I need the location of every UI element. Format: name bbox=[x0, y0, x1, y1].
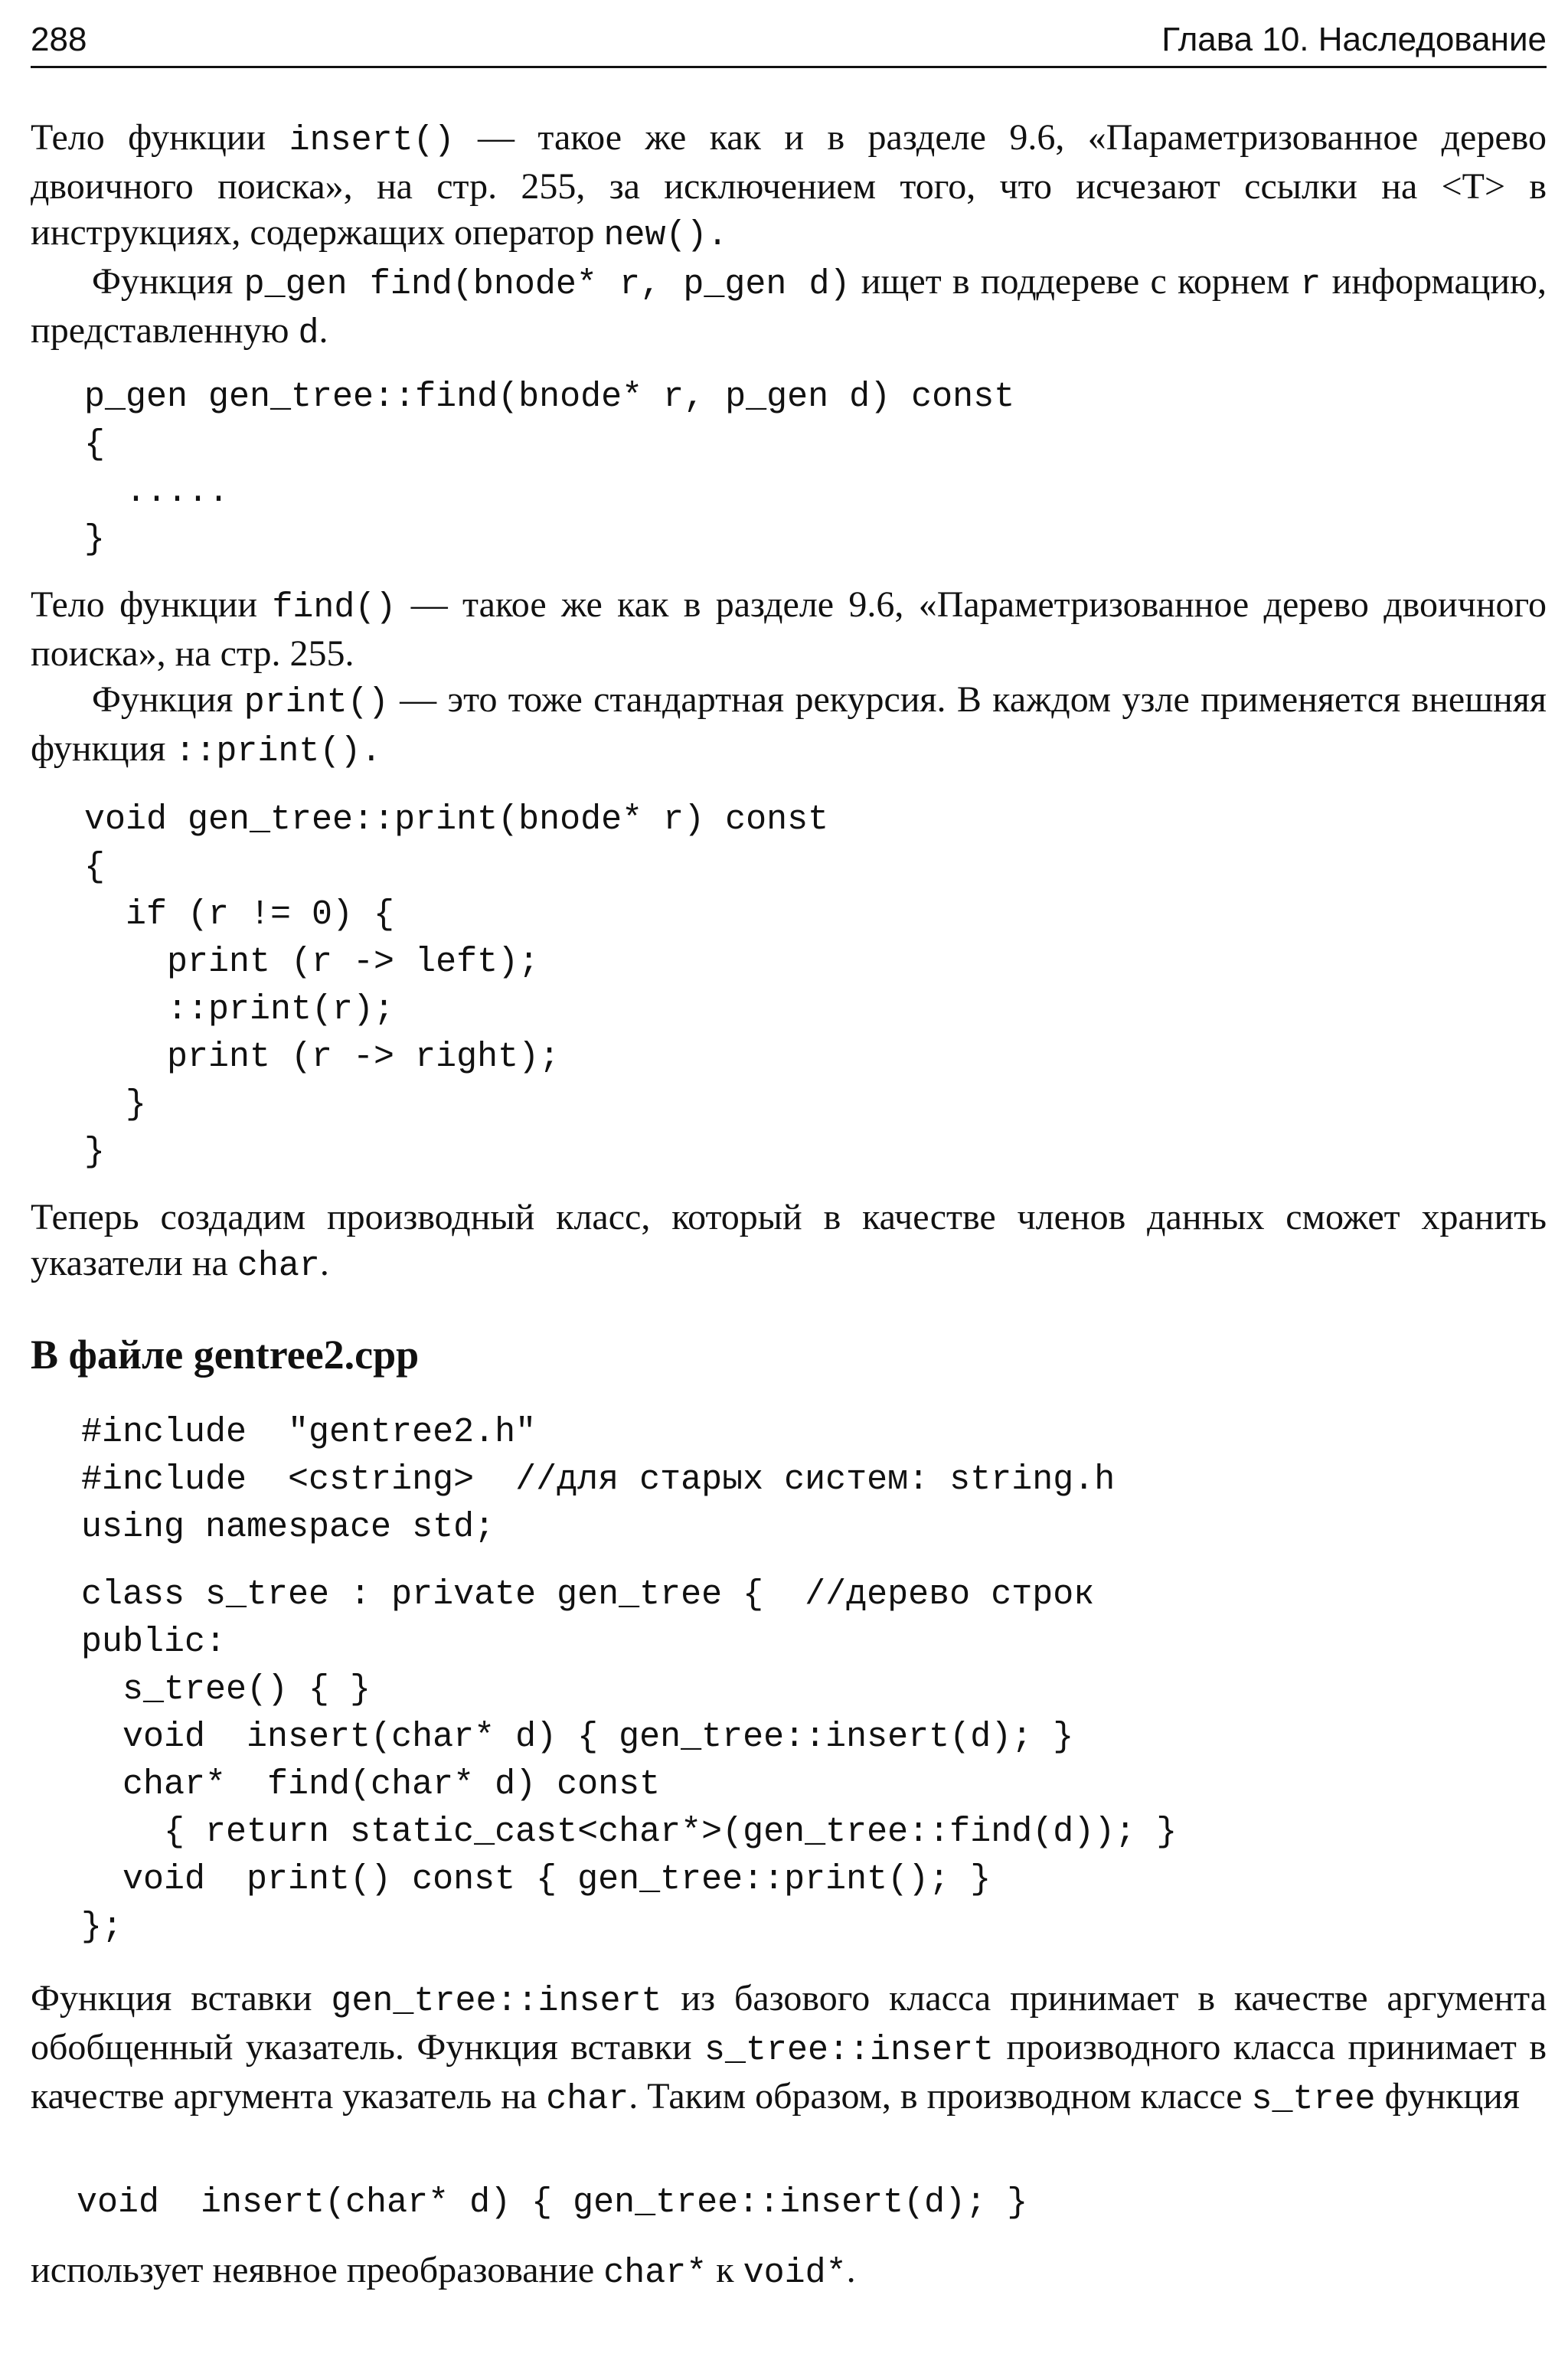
text: — это тоже стандартная рекурсия. В каждом узле применяется внешняя функция bbox=[31, 679, 1547, 769]
text: Функция вставки bbox=[31, 1978, 332, 2019]
code-inline: void* bbox=[743, 2254, 847, 2293]
paragraph-derived-class bbox=[31, 1195, 1547, 1290]
code-inline: print() bbox=[243, 683, 389, 722]
text: функция bbox=[1375, 2076, 1520, 2117]
paragraph-insert-body bbox=[31, 115, 1547, 357]
text: Функция bbox=[92, 679, 244, 720]
section-heading: В файле gentree2.cpp bbox=[31, 1332, 420, 1378]
code-inline: char bbox=[546, 2080, 629, 2119]
text: Тело функции bbox=[31, 117, 289, 158]
code-listing-find: p_gen gen_tree::find(bnode* r, p_gen d) const { ..... } bbox=[84, 378, 1015, 559]
code-inline: s_tree bbox=[1251, 2080, 1376, 2119]
code-inline: char bbox=[237, 1247, 320, 1286]
code-inline: p_gen find(bnode* r, p_gen d) bbox=[243, 265, 851, 304]
text: . bbox=[318, 310, 328, 351]
text: . bbox=[846, 2250, 856, 2290]
text: к bbox=[707, 2250, 743, 2290]
page-number: 288 bbox=[31, 21, 87, 58]
text: использует неявное преобразование bbox=[31, 2250, 604, 2290]
text: . Таким образом, в производном классе bbox=[629, 2076, 1252, 2117]
code-inline: d bbox=[298, 314, 319, 353]
code-inline: new(). bbox=[603, 216, 728, 255]
paragraph-insert-explanation bbox=[31, 1976, 1547, 2123]
text: — такое же как и в разделе 9.6, «Параметризованное дерево двоичного поиска», на стр. 255, за исключением того, что исчезают ссылки на <T> в инструкциях, содержащих оператор bbox=[31, 117, 1547, 253]
text: Тело функции bbox=[31, 584, 273, 625]
text: . bbox=[319, 1243, 329, 1283]
paragraph-conversion bbox=[31, 2247, 1547, 2296]
code-inline: find() bbox=[272, 588, 397, 627]
code-inline: insert() bbox=[289, 121, 455, 160]
code-inline: s_tree::insert bbox=[704, 2031, 995, 2070]
text: производного класса принимает в качестве аргумента указатель на bbox=[31, 2027, 1547, 2117]
text: Теперь создадим производный класс, который в качестве членов данных сможет хранить указатели на bbox=[31, 1197, 1547, 1283]
chapter-title: Глава 10. Наследование bbox=[1161, 21, 1547, 58]
running-header bbox=[31, 17, 1547, 68]
code-listing-s-tree: class s_tree : private gen_tree { //дерево строк public: s_tree() { } void insert(char* d) { gen_tree::insert(d); } char* find(char* d) const { return static_cast<char*>(gen_tree::find(d)); } void print() const { gen_tree::print(); } }; bbox=[81, 1575, 1178, 1947]
code-inline: ::print(). bbox=[175, 732, 382, 771]
text: — такое же как в разделе 9.6, «Параметризованное дерево двоичного поиска», на стр. 255. bbox=[31, 584, 1547, 674]
text: Функция bbox=[92, 261, 244, 302]
code-listing-includes: #include "gentree2.h" #include <cstring> //для старых систем: string.h using namespace std; bbox=[81, 1413, 1116, 1547]
code-inline: char* bbox=[603, 2254, 707, 2293]
text: ищет в поддереве с корнем bbox=[850, 261, 1301, 302]
text: из базового класса принимает в качестве аргумента обобщенный указатель. Функция вставки bbox=[31, 1978, 1547, 2068]
text: информацию, представленную bbox=[31, 261, 1547, 351]
paragraph-find-body bbox=[31, 582, 1547, 775]
code-inline: gen_tree::insert bbox=[331, 1982, 662, 2021]
code-listing-insert: void insert(char* d) { gen_tree::insert(d); } bbox=[77, 2183, 1028, 2222]
code-listing-print: void gen_tree::print(bnode* r) const { if (r != 0) { print (r -> left); ::print(r); print (r -> right); } } bbox=[84, 800, 829, 1172]
code-inline: r bbox=[1300, 265, 1321, 304]
